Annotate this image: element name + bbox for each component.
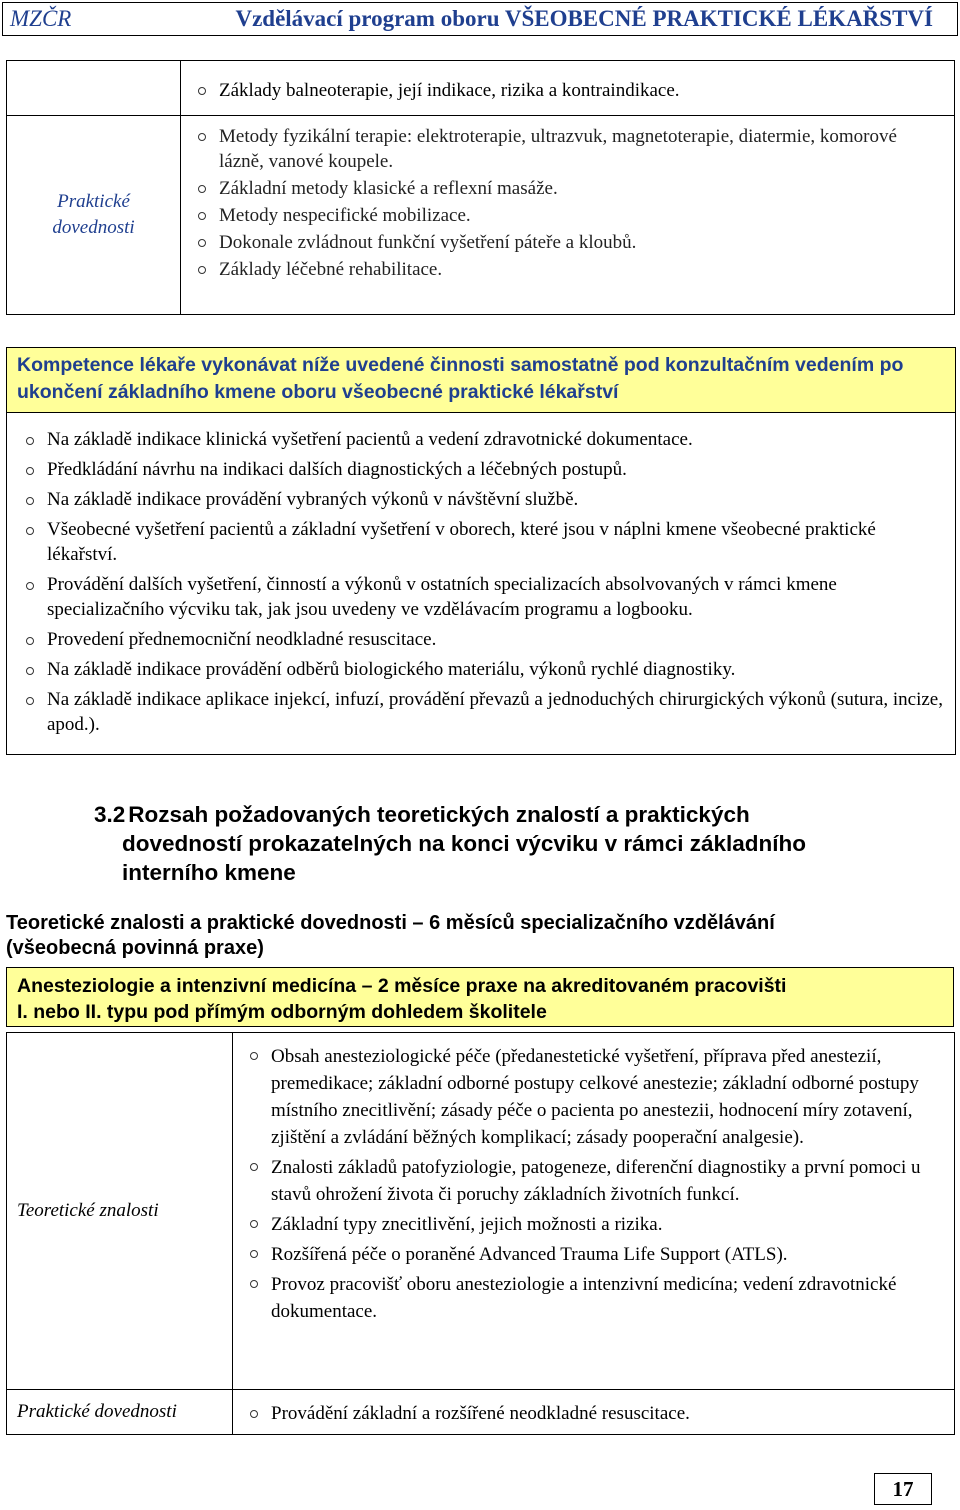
- list-item: Předkládání návrhu na indikaci dalších diagnostických a léčebných postupů.: [17, 457, 945, 482]
- list-item: Základy balneoterapie, její indikace, rizika a kontraindikace.: [189, 78, 944, 103]
- bullet-icon: [198, 185, 206, 193]
- row-label-practice: Praktické dovednosti: [7, 1390, 233, 1435]
- section-heading-line: interního kmene: [122, 860, 296, 885]
- list-item: Rozšířená péče o poraněné Advanced Trauma Life Support (ATLS).: [241, 1241, 944, 1268]
- list-item: Základy léčebné rehabilitace.: [189, 257, 944, 282]
- list-item: Znalosti základů patofyziologie, patogeneze, diferenční diagnostiky a první pomoci u stavů ohrožení života či poruchy základních životních funkcí.: [241, 1154, 944, 1208]
- skills-list: [189, 124, 944, 282]
- skills-cell: [181, 116, 955, 315]
- bullet-icon: [250, 1410, 258, 1418]
- list-item: Metody nespecifické mobilizace.: [189, 203, 944, 228]
- list-item: Provedení přednemocniční neodkladné resuscitace.: [17, 627, 945, 652]
- list-item: Provádění dalších vyšetření, činností a výkonů v ostatních specializacích absolvovaných v rámci kmene specializačního výcviku tak, jak jsou uvedeny ve vzdělávacím programu a logbooku.: [17, 572, 945, 622]
- theory-cell: [233, 1033, 955, 1390]
- anesthesia-table: [6, 1032, 955, 1435]
- header-title: Vzdělávací program oboru VŠEOBECNÉ PRAKTICKÉ LÉKAŘSTVÍ: [235, 6, 933, 31]
- bullet-icon: [26, 497, 34, 505]
- list-item: Metody fyzikální terapie: elektroterapie, ultrazvuk, magnetoterapie, diatermie, komorové lázně, vanové koupele.: [189, 124, 944, 174]
- subheading-line: Teoretické znalosti a praktické dovednosti – 6 měsíců specializačního vzdělávání: [6, 912, 775, 934]
- list-item: Na základě indikace provádění vybraných výkonů v návštěvní službě.: [17, 487, 945, 512]
- bullet-icon: [26, 697, 34, 705]
- list-item: Na základě indikace provádění odběrů biologického materiálu, výkonů rychlé diagnostiky.: [17, 657, 945, 682]
- subheading-line: (všeobecná povinná praxe): [6, 937, 264, 959]
- empty-label-cell: [7, 61, 181, 116]
- competence-body: [7, 413, 955, 737]
- section-heading-line: dovedností prokazatelných na konci výcviku v rámci základního: [122, 831, 806, 856]
- competence-list: [17, 427, 945, 737]
- bullet-icon: [198, 212, 206, 220]
- page-header: [2, 2, 958, 36]
- bullet-icon: [26, 527, 34, 535]
- header-org: MZČR: [10, 6, 72, 31]
- list-item: Dokonale zvládnout funkční vyšetření páteře a kloubů.: [189, 230, 944, 255]
- anesthesia-title-line: Anesteziologie a intenzivní medicína – 2 měsíce praxe na akreditovaném pracovišti: [17, 975, 787, 997]
- practice-list: [241, 1401, 944, 1426]
- page-number: 17: [874, 1473, 932, 1505]
- section-number: 3.2: [94, 802, 126, 827]
- row-label-practical-skills: Praktické dovednosti: [7, 116, 181, 315]
- bullet-icon: [26, 467, 34, 475]
- bullet-icon: [250, 1280, 258, 1288]
- list-item: Základní typy znecitlivění, jejich možnosti a rizika.: [241, 1211, 944, 1238]
- list-item: Na základě indikace aplikace injekcí, infuzí, provádění převazů a jednoduchých chirurgických výkonů (sutura, incize, apod.).: [17, 687, 945, 737]
- bullet-icon: [198, 87, 206, 95]
- theory-list: [241, 1043, 944, 1325]
- competence-box: [6, 347, 956, 755]
- practice-cell: [233, 1390, 955, 1435]
- top-skills-table: [6, 60, 955, 315]
- anesthesia-title: [6, 967, 954, 1027]
- balneo-cell: [181, 61, 955, 116]
- bullet-icon: [250, 1220, 258, 1228]
- list-item: Na základě indikace klinická vyšetření pacientů a vedení zdravotnické dokumentace.: [17, 427, 945, 452]
- section-heading-line: 3.2 Rozsah požadovaných teoretických znalostí a praktických: [94, 802, 750, 827]
- subheading: [6, 911, 775, 961]
- bullet-icon: [198, 133, 206, 141]
- anesthesia-title-line: I. nebo II. typu pod přímým odborným dohledem školitele: [17, 1001, 547, 1023]
- list-item: Základní metody klasické a reflexní masáže.: [189, 176, 944, 201]
- bullet-icon: [198, 239, 206, 247]
- bullet-icon: [250, 1163, 258, 1171]
- bullet-icon: [26, 437, 34, 445]
- section-heading: [94, 800, 806, 887]
- balneo-list: [189, 78, 944, 103]
- bullet-icon: [26, 637, 34, 645]
- bullet-icon: [26, 667, 34, 675]
- bullet-icon: [198, 266, 206, 274]
- list-item: Všeobecné vyšetření pacientů a základní vyšetření v oborech, které jsou v náplni kmene všeobecné praktické lékařství.: [17, 517, 945, 567]
- list-item: Provádění základní a rozšířené neodkladné resuscitace.: [241, 1401, 944, 1426]
- list-item: Provoz pracovišť oboru anesteziologie a intenzivní medicína; vedení zdravotnické dokumentace.: [241, 1271, 944, 1325]
- list-item: Obsah anesteziologické péče (předanestetické vyšetření, příprava před anestezií, premedikace; základní odborné postupy celkové anestezie; základní odborné postupy místního znecitlivění; zásady péče o pacienta po anestezii, hodnocení míry zotavení, zjištění a zvládání běžných komplikací; zásady pooperační analgesie).: [241, 1043, 944, 1151]
- bullet-icon: [26, 582, 34, 590]
- bullet-icon: [250, 1250, 258, 1258]
- bullet-icon: [250, 1052, 258, 1060]
- row-label-theory: Teoretické znalosti: [7, 1033, 233, 1390]
- competence-title: Kompetence lékaře vykonávat níže uvedené činnosti samostatně pod konzultačním vedením po ukončení základního kmene oboru všeobecné praktické lékařství: [7, 348, 955, 413]
